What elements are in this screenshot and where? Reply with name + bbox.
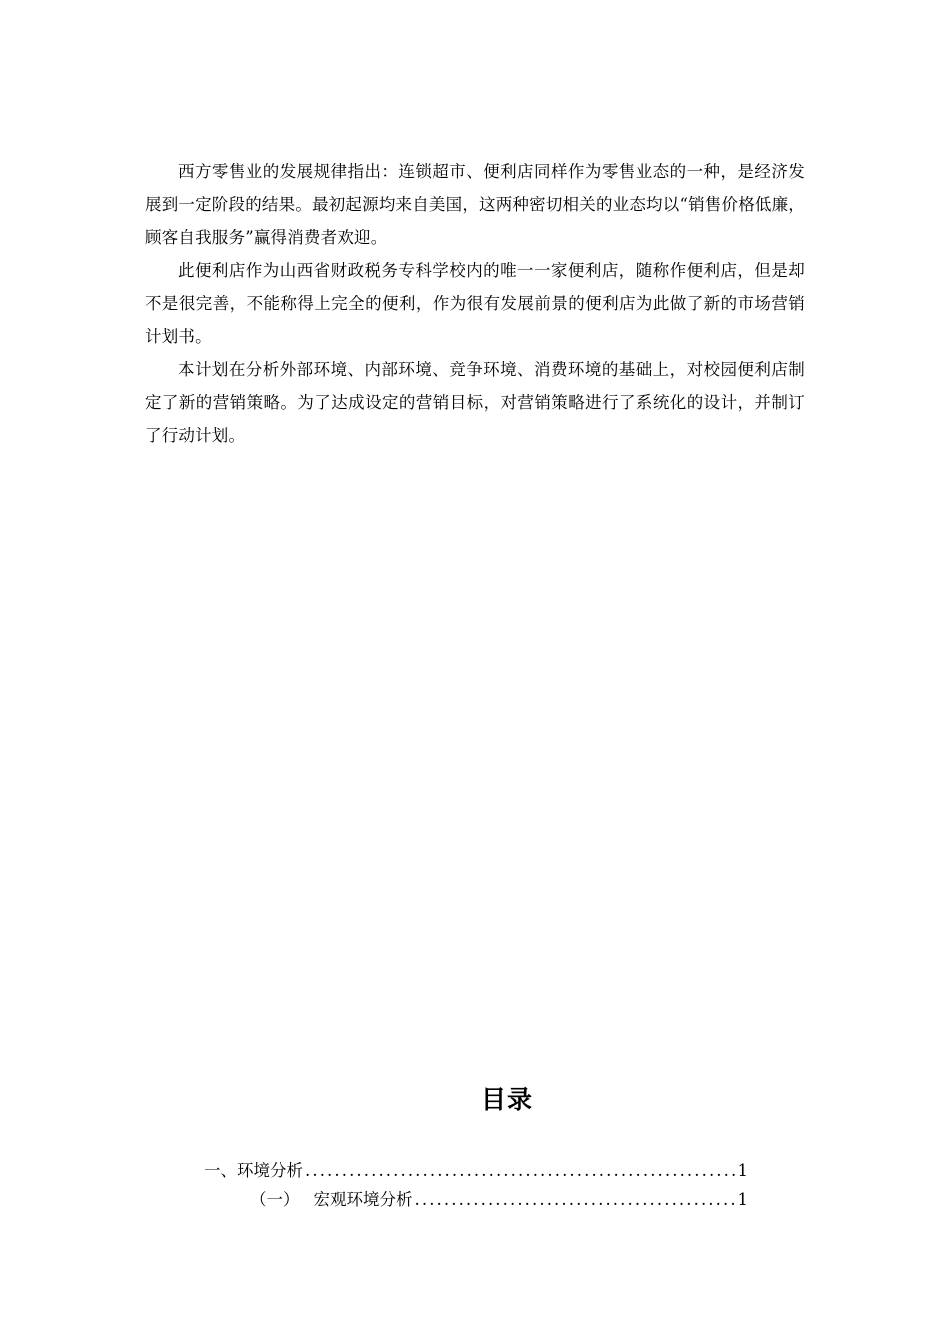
abstract-paragraph-3: 本计划在分析外部环境、内部环境、竞争环境、消费环境的基础上，对校园便利店制定了新的营销策略。为了达成设定的营销目标，对营销策略进行了系统化的设计，并制订了行动计划。 (145, 360, 805, 445)
toc-entry-label: 宏观环境分析 (313, 1190, 413, 1209)
abstract-paragraph-2: 此便利店作为山西省财政税务专科学校内的唯一一家便利店，随称作便利店，但是却不是很完善，不能称得上完全的便利，作为很有发展前景的便利店为此做了新的市场营销计划书。 (145, 261, 805, 346)
abstract-section (145, 155, 805, 452)
abstract-paragraph-1: 西方零售业的发展规律指出：连锁超市、便利店同样作为零售业态的一种，是经济发展到一定阶段的结果。最初起源均来自美国，这两种密切相关的业态均以“销售价格低廉，顾客自我服务”赢得消费者欢迎。 (145, 162, 805, 247)
toc-entry-page: 1 (737, 1190, 748, 1209)
toc-title: 目录 (480, 1085, 533, 1114)
toc-entry-label: 一、环境分析 (204, 1161, 303, 1180)
toc-entry-page: 1 (737, 1161, 748, 1180)
table-of-contents (204, 1157, 748, 1215)
toc-dot-leader (415, 1190, 736, 1209)
toc-entry-macro-environment-analysis[interactable] (204, 1186, 748, 1215)
toc-entry-environment-analysis[interactable] (204, 1157, 748, 1186)
toc-entry-number: （一） (250, 1190, 300, 1209)
toc-dot-leader (305, 1161, 736, 1180)
